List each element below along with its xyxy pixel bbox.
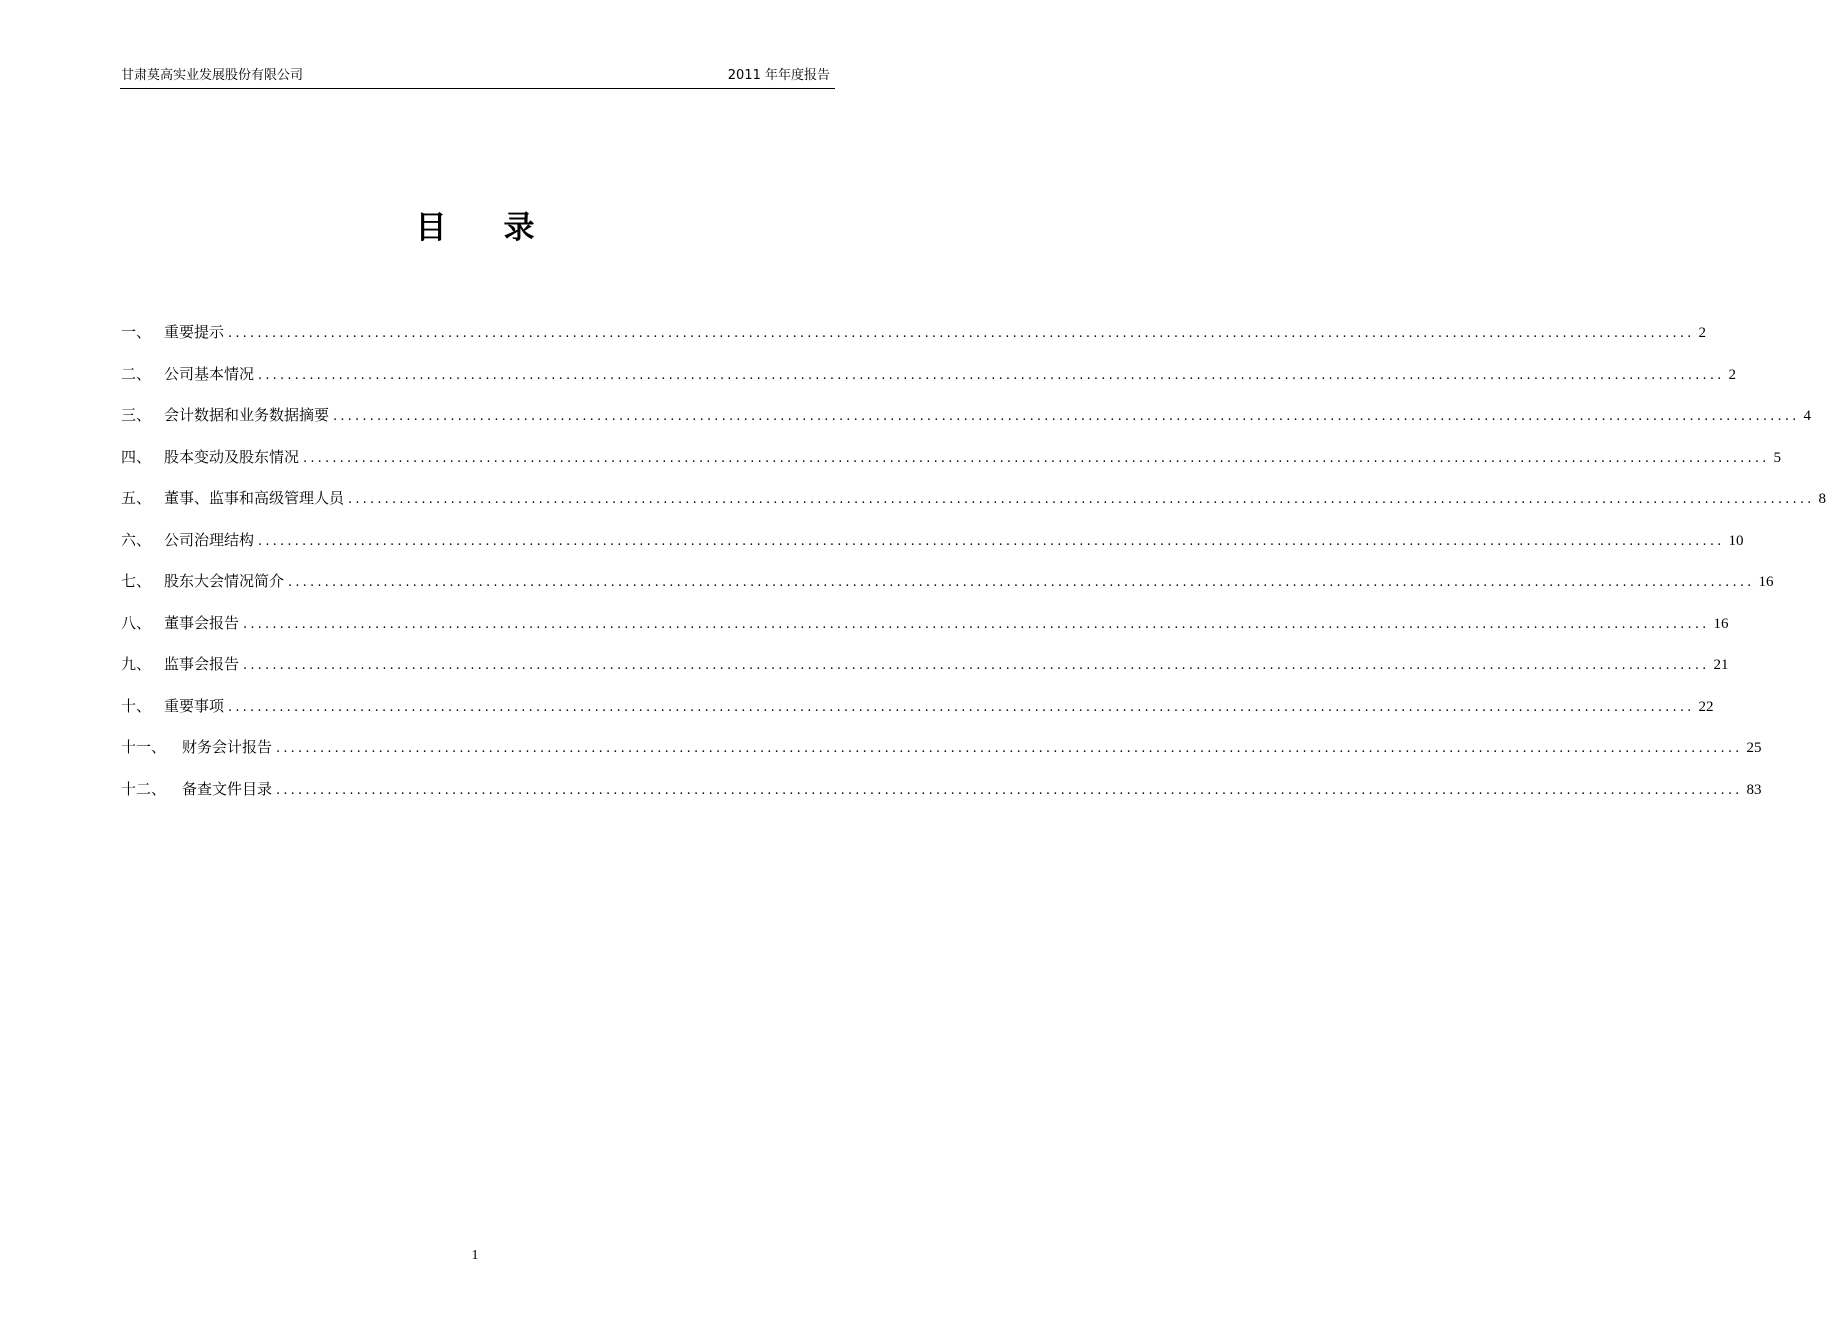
toc-item[interactable] [121, 692, 1714, 734]
toc-item[interactable] [121, 650, 1729, 692]
table-of-contents [121, 318, 1826, 816]
toc-leader-dots: ........................................................................................................................................................................................................ [243, 658, 1710, 673]
toc-item-page: 4 [1803, 408, 1811, 424]
page-title: 目录 [415, 210, 592, 246]
toc-item-label: 会计数据和业务数据摘要 [164, 406, 330, 424]
toc-item[interactable] [121, 567, 1774, 609]
toc-item-number: 三、 [121, 406, 152, 424]
toc-item-page: 83 [1746, 781, 1762, 798]
toc-item-label: 董事、监事和高级管理人员 [164, 489, 345, 507]
toc-item[interactable] [121, 401, 1811, 443]
toc-item-label: 公司基本情况 [164, 364, 255, 383]
toc-leader-dots: ........................................................................................................................................................................................................ [258, 367, 1725, 383]
toc-item-label: 监事会报告 [164, 655, 240, 673]
toc-item-number: 一、 [121, 323, 152, 341]
toc-item[interactable] [121, 318, 1706, 360]
toc-item-page: 25 [1746, 740, 1762, 756]
toc-item-number: 七、 [121, 572, 152, 590]
toc-item-label: 股本变动及股东情况 [164, 447, 300, 466]
toc-item-number: 五、 [121, 489, 152, 507]
toc-item-label: 财务会计报告 [182, 738, 273, 756]
toc-leader-dots: ........................................................................................................................................................................................................ [228, 326, 1695, 341]
toc-item-number: 六、 [121, 530, 152, 549]
toc-item-page: 16 [1713, 615, 1729, 632]
toc-leader-dots: ........................................................................................................................................................................................................ [228, 699, 1695, 715]
toc-item-number: 四、 [121, 447, 152, 466]
toc-item-number: 十、 [121, 696, 152, 715]
toc-item-label: 备查文件目录 [182, 779, 273, 798]
toc-leader-dots: ........................................................................................................................................................................................................ [258, 533, 1725, 549]
toc-item[interactable] [121, 775, 1762, 817]
toc-leader-dots: ........................................................................................................................................................................................................ [276, 782, 1743, 798]
toc-item-label: 股东大会情况简介 [164, 572, 285, 590]
toc-leader-dots: ........................................................................................................................................................................................................ [333, 409, 1800, 424]
toc-item-number: 八、 [121, 613, 152, 632]
page-header [120, 66, 835, 89]
toc-item[interactable] [121, 733, 1762, 775]
toc-item-number: 十一、 [121, 738, 167, 756]
toc-item-label: 公司治理结构 [164, 530, 255, 549]
toc-item[interactable] [121, 526, 1744, 568]
page-number: 1 [471, 1248, 479, 1263]
toc-leader-dots: ........................................................................................................................................................................................................ [243, 616, 1710, 632]
toc-item[interactable] [121, 360, 1736, 402]
toc-item[interactable] [121, 443, 1781, 485]
toc-item[interactable] [121, 609, 1729, 651]
toc-leader-dots: ........................................................................................................................................................................................................ [348, 492, 1815, 507]
toc-item-label: 董事会报告 [164, 613, 240, 632]
toc-item-page: 8 [1818, 491, 1826, 507]
toc-leader-dots: ........................................................................................................................................................................................................ [303, 450, 1770, 466]
toc-item-page: 21 [1713, 657, 1729, 673]
toc-item-page: 2 [1728, 366, 1736, 383]
toc-item-label: 重要事项 [164, 696, 225, 715]
toc-item-number: 十二、 [121, 779, 167, 798]
toc-item-page: 10 [1728, 532, 1744, 549]
toc-item-page: 2 [1698, 325, 1706, 341]
toc-item-number: 二、 [121, 364, 152, 383]
toc-item-number: 九、 [121, 655, 152, 673]
toc-leader-dots: ........................................................................................................................................................................................................ [288, 575, 1755, 590]
toc-item-page: 5 [1773, 449, 1781, 466]
toc-item[interactable] [121, 484, 1826, 526]
report-title: 2011 年年度报告 [727, 68, 830, 83]
toc-item-page: 16 [1758, 574, 1774, 590]
toc-leader-dots: ........................................................................................................................................................................................................ [276, 741, 1743, 756]
toc-item-label: 重要提示 [164, 323, 225, 341]
company-name: 甘肃莫高实业发展股份有限公司 [121, 68, 304, 83]
toc-item-page: 22 [1698, 698, 1714, 715]
